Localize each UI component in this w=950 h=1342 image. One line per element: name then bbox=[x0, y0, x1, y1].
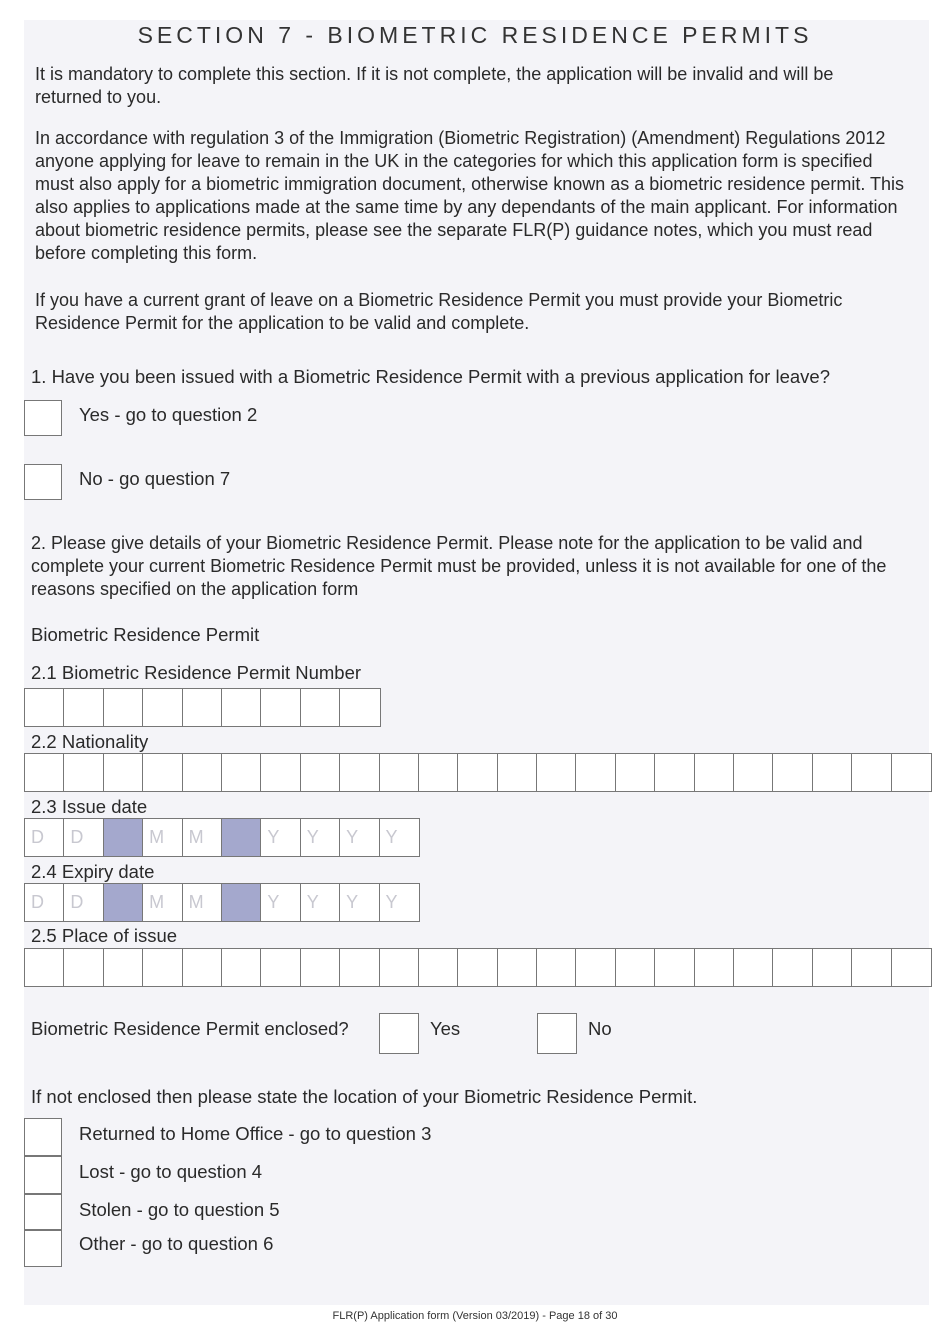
location-stolen-label: Stolen - go to question 5 bbox=[79, 1199, 280, 1220]
character-cell[interactable] bbox=[340, 949, 379, 986]
location-returned-label: Returned to Home Office - go to question 3 bbox=[79, 1123, 432, 1144]
character-cell[interactable] bbox=[222, 689, 261, 726]
date-separator-cell bbox=[104, 884, 143, 921]
character-cell[interactable] bbox=[64, 754, 103, 791]
character-cell[interactable] bbox=[458, 949, 497, 986]
enclosed-yes-label: Yes bbox=[430, 1018, 461, 1039]
intro-paragraph-2: In accordance with regulation 3 of the Immigration (Biometric Registration) (Amendment) Regulations 2012 anyone applying for leave to remain in the UK in the categories for which this application form is specified must also apply for a biometric immigration document, otherwise known as a biometric residence permit. This also applies to applications made at the same time by any dependants of the main applicant. For information about biometric residence permits, please see the separate FLR(P) guidance notes, which you must read before completing this form. bbox=[35, 128, 905, 263]
intro-paragraph-3: If you have a current grant of leave on a Biometric Residence Permit you must provide your Biometric Residence Permit for the application to be valid and complete. bbox=[35, 290, 843, 333]
place-of-issue-input[interactable] bbox=[24, 948, 932, 987]
q1-yes-checkbox[interactable] bbox=[24, 400, 62, 436]
character-cell[interactable] bbox=[222, 754, 261, 791]
date-digit-cell[interactable]: D bbox=[64, 819, 103, 856]
character-cell[interactable] bbox=[25, 689, 64, 726]
character-cell[interactable] bbox=[64, 949, 103, 986]
enclosed-no-label: No bbox=[588, 1018, 612, 1039]
date-digit-cell[interactable]: Y bbox=[301, 884, 340, 921]
bio-permit-subheading: Biometric Residence Permit bbox=[31, 624, 260, 645]
character-cell[interactable] bbox=[773, 754, 812, 791]
expiry-date-label: 2.4 Expiry date bbox=[31, 861, 155, 882]
date-digit-cell[interactable]: Y bbox=[261, 884, 300, 921]
date-digit-cell[interactable]: Y bbox=[261, 819, 300, 856]
character-cell[interactable] bbox=[813, 754, 852, 791]
location-question: If not enclosed then please state the location of your Biometric Residence Permit. bbox=[31, 1086, 698, 1107]
date-digit-cell[interactable]: D bbox=[64, 884, 103, 921]
character-cell[interactable] bbox=[104, 689, 143, 726]
character-cell[interactable] bbox=[576, 754, 615, 791]
character-cell[interactable] bbox=[261, 689, 300, 726]
character-cell[interactable] bbox=[261, 949, 300, 986]
character-cell[interactable] bbox=[892, 754, 931, 791]
character-cell[interactable] bbox=[498, 949, 537, 986]
q1-yes-label: Yes - go to question 2 bbox=[79, 404, 258, 425]
q1-no-checkbox[interactable] bbox=[24, 464, 62, 500]
character-cell[interactable] bbox=[143, 949, 182, 986]
date-digit-cell[interactable]: M bbox=[183, 819, 222, 856]
character-cell[interactable] bbox=[695, 754, 734, 791]
character-cell[interactable] bbox=[734, 754, 773, 791]
character-cell[interactable] bbox=[498, 754, 537, 791]
nationality-input[interactable] bbox=[24, 753, 932, 792]
character-cell[interactable] bbox=[852, 754, 891, 791]
character-cell[interactable] bbox=[143, 754, 182, 791]
date-digit-cell[interactable]: Y bbox=[385, 892, 398, 912]
permit-number-input[interactable] bbox=[24, 688, 381, 727]
character-cell[interactable] bbox=[734, 949, 773, 986]
character-cell[interactable] bbox=[537, 949, 576, 986]
section-title: SECTION 7 - BIOMETRIC RESIDENCE PERMITS bbox=[137, 22, 813, 48]
character-cell[interactable] bbox=[340, 689, 379, 726]
character-cell[interactable] bbox=[301, 754, 340, 791]
expiry-date-input[interactable] bbox=[24, 883, 420, 922]
character-cell[interactable] bbox=[261, 754, 300, 791]
nationality-label: 2.2 Nationality bbox=[31, 731, 149, 752]
character-cell[interactable] bbox=[852, 949, 891, 986]
character-cell[interactable] bbox=[576, 949, 615, 986]
character-cell[interactable] bbox=[183, 754, 222, 791]
character-cell[interactable] bbox=[183, 949, 222, 986]
date-digit-cell[interactable]: M bbox=[183, 884, 222, 921]
intro-paragraph-1: It is mandatory to complete this section. If it is not complete, the application will be invalid and will be returned to you. bbox=[35, 64, 834, 107]
character-cell[interactable] bbox=[301, 949, 340, 986]
character-cell[interactable] bbox=[655, 754, 694, 791]
location-returned-checkbox[interactable] bbox=[24, 1118, 62, 1156]
location-other-checkbox[interactable] bbox=[24, 1230, 62, 1267]
enclosed-no-checkbox[interactable] bbox=[537, 1013, 577, 1054]
character-cell[interactable] bbox=[340, 754, 379, 791]
character-cell[interactable] bbox=[537, 754, 576, 791]
character-cell[interactable] bbox=[616, 754, 655, 791]
character-cell[interactable] bbox=[813, 949, 852, 986]
character-cell[interactable] bbox=[64, 689, 103, 726]
character-cell[interactable] bbox=[301, 689, 340, 726]
character-cell[interactable] bbox=[104, 754, 143, 791]
q1-no-label: No - go question 7 bbox=[79, 468, 231, 489]
character-cell[interactable] bbox=[458, 754, 497, 791]
date-digit-cell[interactable]: M bbox=[143, 819, 182, 856]
enclosed-question: Biometric Residence Permit enclosed? bbox=[31, 1018, 349, 1039]
location-other-label: Other - go to question 6 bbox=[79, 1233, 274, 1254]
permit-number-label: 2.1 Biometric Residence Permit Number bbox=[31, 662, 362, 683]
character-cell[interactable] bbox=[380, 754, 419, 791]
date-digit-cell[interactable]: Y bbox=[385, 827, 398, 847]
page-footer: FLR(P) Application form (Version 03/2019) - Page 18 of 30 bbox=[332, 1310, 618, 1322]
date-separator-cell bbox=[222, 884, 261, 921]
character-cell[interactable] bbox=[773, 949, 812, 986]
character-cell[interactable] bbox=[25, 949, 64, 986]
date-digit-cell[interactable]: D bbox=[25, 884, 64, 921]
location-lost-checkbox[interactable] bbox=[24, 1156, 62, 1194]
date-separator-cell bbox=[104, 819, 143, 856]
character-cell[interactable] bbox=[419, 754, 458, 791]
date-digit-cell[interactable]: Y bbox=[340, 884, 379, 921]
character-cell[interactable] bbox=[104, 949, 143, 986]
character-cell[interactable] bbox=[143, 689, 182, 726]
character-cell[interactable] bbox=[695, 949, 734, 986]
location-stolen-checkbox[interactable] bbox=[24, 1194, 62, 1230]
date-digit-cell[interactable]: Y bbox=[301, 819, 340, 856]
date-separator-cell bbox=[222, 819, 261, 856]
character-cell[interactable] bbox=[183, 689, 222, 726]
enclosed-yes-checkbox[interactable] bbox=[379, 1013, 419, 1054]
location-lost-label: Lost - go to question 4 bbox=[79, 1161, 263, 1182]
place-of-issue-label: 2.5 Place of issue bbox=[31, 925, 178, 946]
issue-date-input[interactable] bbox=[24, 818, 420, 857]
character-cell[interactable] bbox=[419, 949, 458, 986]
character-cell[interactable] bbox=[222, 949, 261, 986]
character-cell[interactable] bbox=[892, 949, 931, 986]
date-digit-cell[interactable]: Y bbox=[340, 819, 379, 856]
question-1-text: 1. Have you been issued with a Biometric Residence Permit with a previous application for leave? bbox=[31, 366, 830, 387]
date-digit-cell[interactable]: D bbox=[25, 819, 64, 856]
character-cell[interactable] bbox=[616, 949, 655, 986]
date-digit-cell[interactable]: M bbox=[143, 884, 182, 921]
character-cell[interactable] bbox=[655, 949, 694, 986]
question-2-text: 2. Please give details of your Biometric Residence Permit. Please note for the application to be valid and complete your current Biometric Residence Permit must be provided, unless it is not available for one of the reasons specified on the application form bbox=[31, 533, 887, 599]
character-cell[interactable] bbox=[25, 754, 64, 791]
issue-date-label: 2.3 Issue date bbox=[31, 796, 148, 817]
character-cell[interactable] bbox=[380, 949, 419, 986]
